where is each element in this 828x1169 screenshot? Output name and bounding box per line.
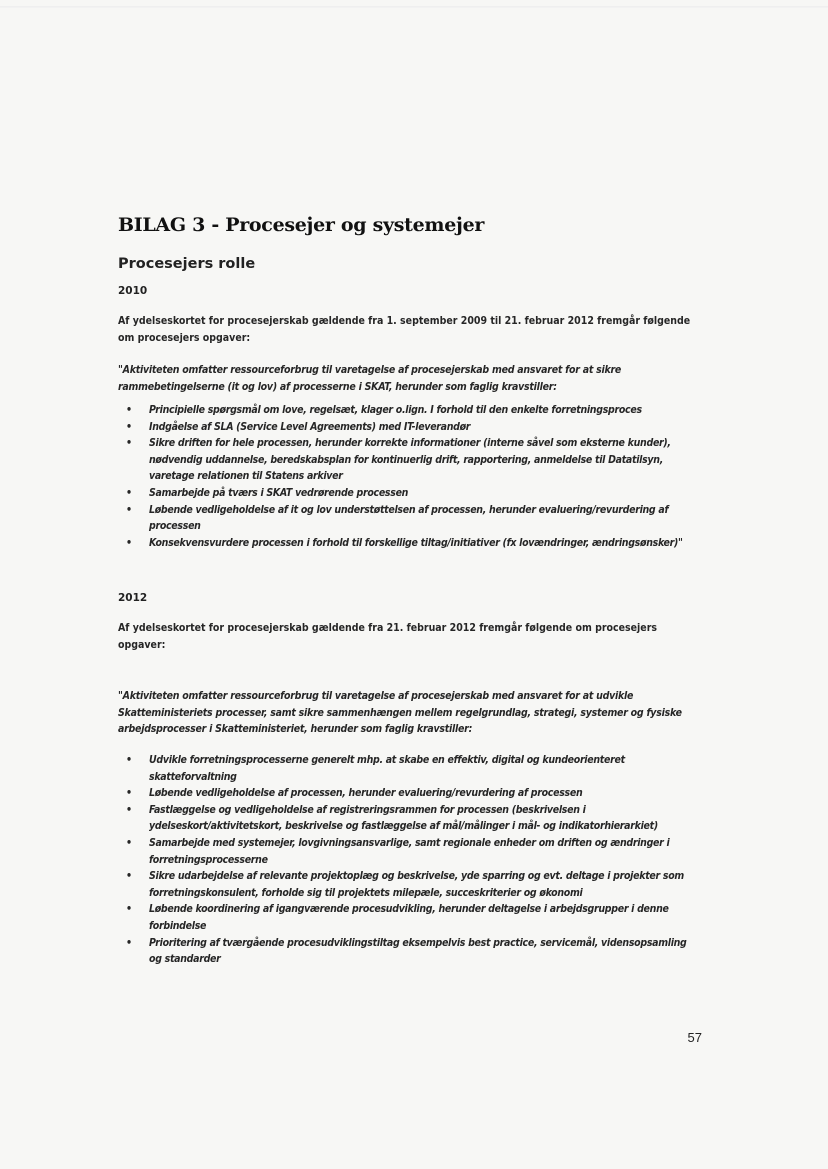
list-item: • Løbende vedligeholdelse af it og lov understøttelsen af processen, herunder evaluering/revurdering af processen [118, 502, 702, 535]
list-item: • Sikre udarbejdelse af relevante projektoplæg og beskrivelse, yde sparring og evt. deltage i projekter som forretningskonsulent, forholde sig til projektets milepæle, succeskriterier og økonomi [118, 868, 702, 901]
bullet-list-2012 [118, 752, 702, 968]
list-item: • Sikre driften for hele processen, herunder korrekte informationer (interne såvel som eksterne kunder), nødvendig uddannelse, beredskabsplan for kontinuerlig drift, rapportering, anmeldelse til Datatilsyn, varetage relationen til Statens arkiver [118, 435, 702, 485]
list-item: • Principielle spørgsmål om love, regelsæt, klager o.lign. I forhold til den enkelte forretningsproces [118, 402, 702, 419]
quote-paragraph-2012: "Aktiviteten omfatter ressourceforbrug til varetagelse af procesejerskab med ansvaret for at udvikle Skatteministeriets processer, samt sikre sammenhængen mellem regelgrundlag, strategi, systemer og fysiske arbejdsprocesser i Skatteministeriet, herunder som faglig kravstiller: [118, 690, 682, 735]
list-item: • Løbende vedligeholdelse af processen, herunder evaluering/revurdering af processen [118, 785, 702, 802]
list-item: • Indgåelse af SLA (Service Level Agreements) med IT-leverandør [118, 419, 702, 436]
intro-paragraph-2010: Af ydelseskortet for procesejerskab gældende fra 1. september 2009 til 21. februar 2012 fremgår følgende om procesejers opgaver: [118, 315, 691, 344]
bullet-list-2010 [118, 402, 702, 551]
page-title: BILAG 3 - Procesejer og systemejer [118, 214, 485, 236]
list-item: • Samarbejde med systemejer, lovgivningsansvarlige, samt regionale enheder om driften og ændringer i forretningsprocesserne [118, 835, 702, 868]
list-item: • Konsekvensvurdere processen i forhold til forskellige tiltag/initiativer (fx lovændringer, ændringsønsker)" [118, 535, 702, 552]
list-item: • Fastlæggelse og vedligeholdelse af registreringsrammen for processen (beskrivelsen i ydelseskort/aktivitetskort, beskrivelse og fastlæggelse af mål/målinger i mål- og indikatorhierarkiet) [118, 802, 702, 835]
intro-paragraph-2012: Af ydelseskortet for procesejerskab gældende fra 21. februar 2012 fremgår følgende om procesejers opgaver: [118, 622, 657, 651]
year-heading-2010: 2010 [118, 285, 148, 297]
list-item: • Prioritering af tværgående procesudviklingstiltag eksempelvis best practice, servicemål, vidensopsamling og standarder [118, 935, 702, 968]
section-heading: Procesejers rolle [118, 256, 256, 272]
list-item: • Løbende koordinering af igangværende procesudvikling, herunder deltagelse i arbejdsgrupper i denne forbindelse [118, 901, 702, 934]
scan-edge-line [0, 6, 828, 8]
page-number: 57 [687, 1030, 702, 1045]
year-heading-2012: 2012 [118, 592, 148, 604]
list-item: • Samarbejde på tværs i SKAT vedrørende processen [118, 485, 702, 502]
quote-paragraph-2010: "Aktiviteten omfatter ressourceforbrug til varetagelse af procesejerskab med ansvaret for at sikre rammebetingelserne (it og lov) af processerne i SKAT, herunder som faglig kravstiller: [118, 364, 622, 393]
list-item: • Udvikle forretningsprocesserne generelt mhp. at skabe en effektiv, digital og kundeorienteret skatteforvaltning [118, 752, 702, 785]
